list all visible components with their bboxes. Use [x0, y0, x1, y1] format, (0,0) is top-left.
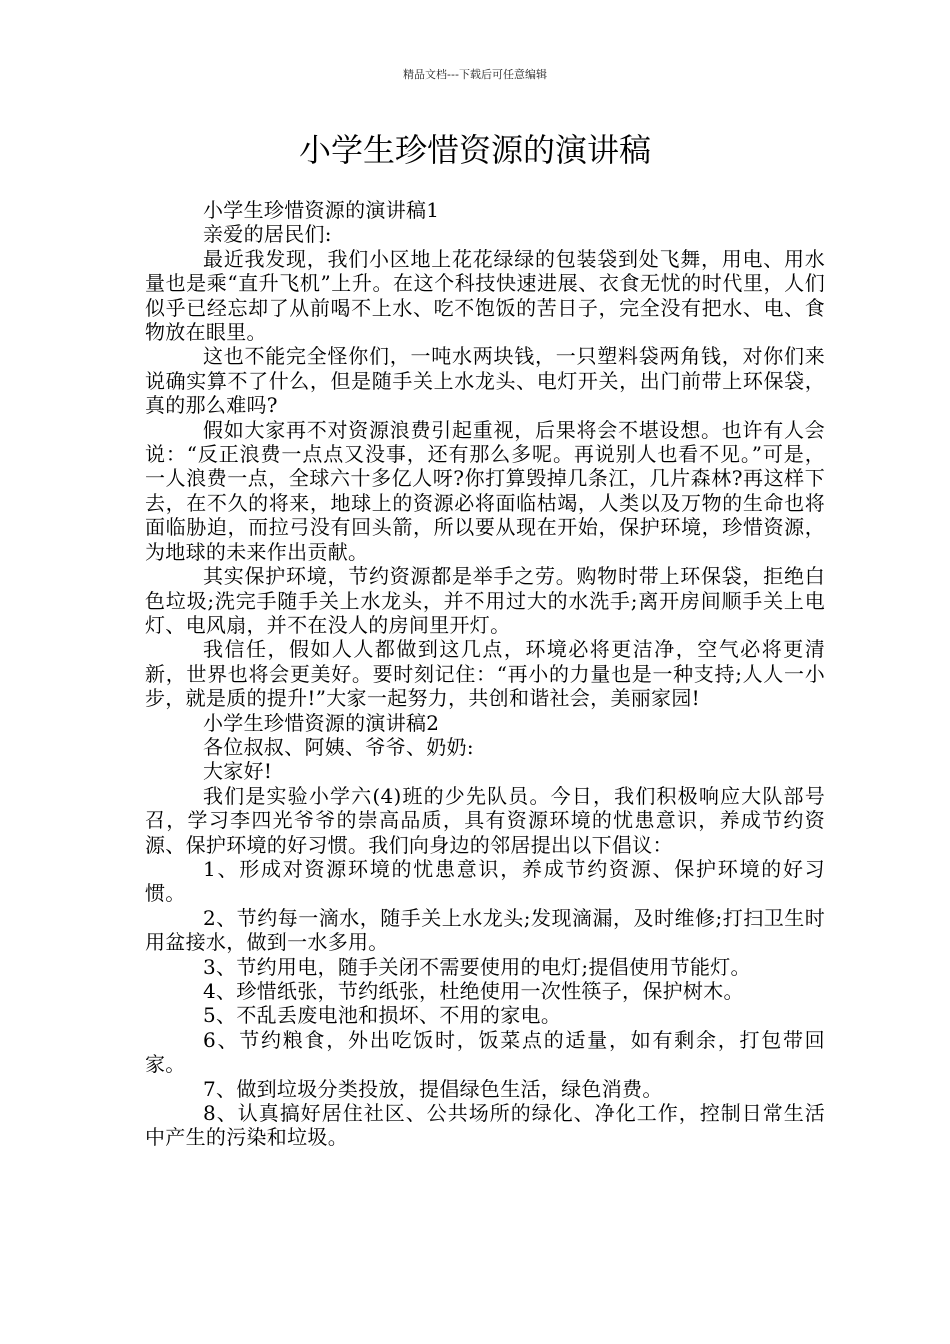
- paragraph: 我们是实验小学六(4)班的少先队员。今日，我们积极响应大队部号召，学习李四光爷爷的崇高品质，具有资源环境的忧患意识，养成节约资源、保护环境的好习惯。我们向身边的邻居提出以下倡议：: [145, 783, 825, 857]
- list-item: 1、形成对资源环境的忧患意识，养成节约资源、保护环境的好习惯。: [145, 856, 825, 906]
- paragraph: 这也不能完全怪你们，一吨水两块钱，一只塑料袋两角钱，对你们来说确实算不了什么，但是随手关上水龙头、电灯开关，出门前带上环保袋，真的那么难吗?: [145, 344, 825, 418]
- paragraph: 假如大家再不对资源浪费引起重视，后果将会不堪设想。也许有人会说：“反正浪费一点点又没事，还有那么多呢。再说别人也看不见。”可是，一人浪费一点，全球六十多亿人呀?你打算毁掉几条江，几片森林?再这样下去，在不久的将来，地球上的资源必将面临枯竭，人类以及万物的生命也将面临胁迫，而拉弓没有回头箭，所以要从现在开始，保护环境，珍惜资源，为地球的未来作出贡献。: [145, 417, 825, 564]
- section-heading-2: 小学生珍惜资源的演讲稿2: [203, 710, 440, 735]
- paragraph: 其实保护环境，节约资源都是举手之劳。购物时带上环保袋，拒绝白色垃圾;洗完手随手关上水龙头，并不用过大的水洗手;离开房间顺手关上电灯、电风扇，并不在没人的房间里开灯。: [145, 564, 825, 637]
- salutation: 亲爱的居民们:: [203, 222, 332, 247]
- section-heading-1: 小学生珍惜资源的演讲稿1: [203, 198, 440, 222]
- list-item: 8、认真搞好居住社区、公共场所的绿化、净化工作，控制日常生活中产生的污染和垃圾。: [145, 1101, 825, 1150]
- list-item: 6、节约粮食，外出吃饭时，饭菜点的适量，如有剩余，打包带回家。: [145, 1027, 825, 1077]
- paragraph: 最近我发现，我们小区地上花花绿绿的包装袋到处飞舞，用电、用水量也是乘“直升飞机”上升。在这个科技快速进展、衣食无忧的时代里，人们似乎已经忘却了从前喝不上水、吃不饱饭的苦日子，完全没有把水、电、食物放在眼里。: [145, 246, 825, 345]
- list-item: 5、不乱丢废电池和损坏、不用的家电。: [203, 1003, 562, 1028]
- greeting: 大家好!: [203, 759, 273, 784]
- list-item: 2、节约每一滴水，随手关上水龙头;发现滴漏，及时维修;打扫卫生时用盆接水，做到一水多用。: [145, 905, 825, 955]
- paragraph: 我信任，假如人人都做到这几点，环境必将更洁净，空气必将更清新，世界也将会更美好。要时刻记住：“再小的力量也是一种支持;人人一小步，就是质的提升!”大家一起努力，共创和谐社会，美丽家园!: [145, 637, 825, 711]
- page-header: 精品文档---下载后可任意编辑: [403, 68, 547, 81]
- list-item: 4、珍惜纸张，节约纸张，杜绝使用一次性筷子，保护树木。: [203, 979, 744, 1003]
- list-item: 7、做到垃圾分类投放，提倡绿色生活，绿色消费。: [203, 1076, 663, 1101]
- document-title: 小学生珍惜资源的演讲稿: [298, 131, 651, 169]
- salutation: 各位叔叔、阿姨、爷爷、奶奶:: [203, 734, 474, 759]
- list-item: 3、节约用电，随手关闭不需要使用的电灯;提倡使用节能灯。: [203, 954, 751, 979]
- document-body: [145, 198, 825, 1150]
